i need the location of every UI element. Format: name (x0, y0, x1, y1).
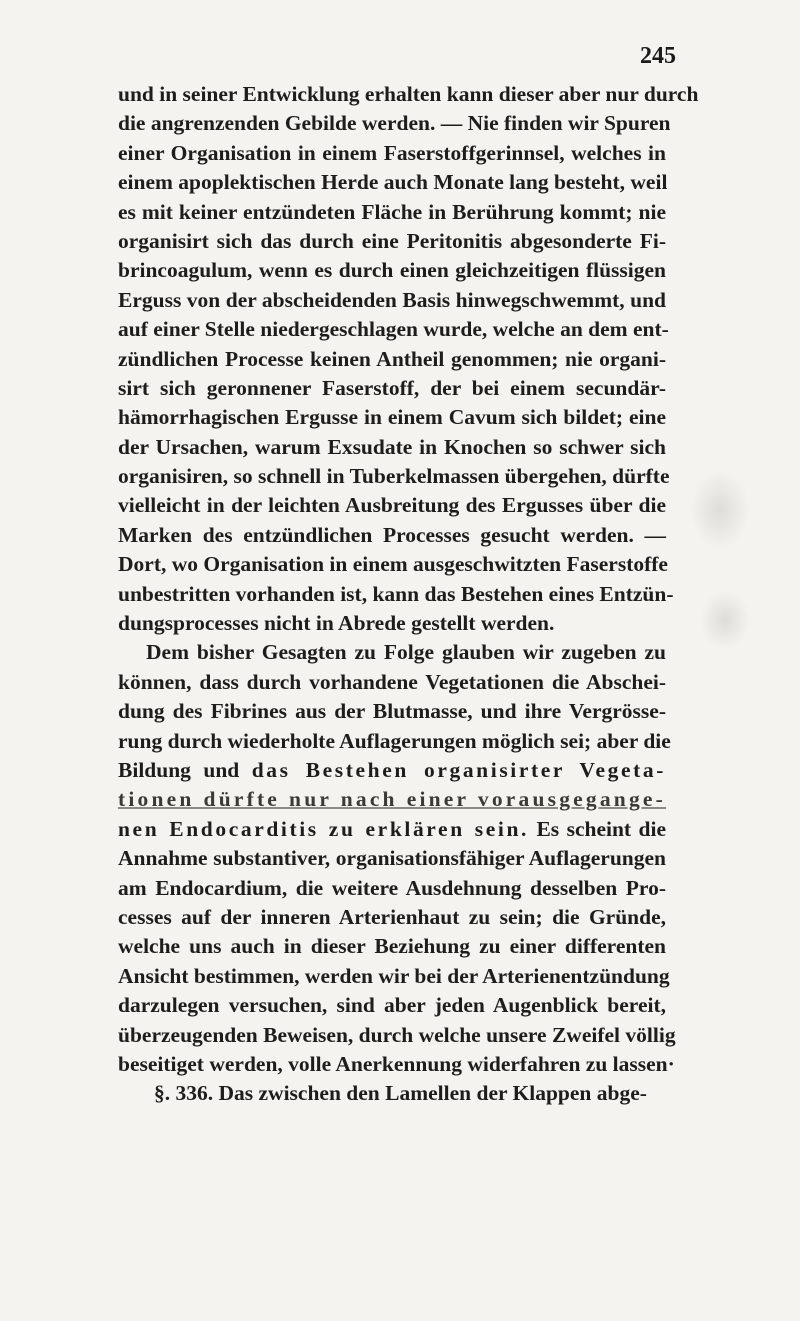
text-line: welche uns auch in dieser Beziehung zu einer differenten (118, 934, 666, 959)
text-line: sirt sich geronnener Faserstoff, der bei einem secundär- (118, 375, 666, 400)
text-line: dung des Fibrines aus der Blutmasse, und ihre Vergrösse- (118, 699, 666, 724)
text-line: organisirt sich das durch eine Peritonitis abgesonderte Fi- (118, 228, 666, 253)
text-line-spaced: tionen dürfte nur nach einer vorausgegange- (118, 787, 666, 812)
page-number: 245 (640, 43, 676, 69)
text-line: der Ursachen, warum Exsudate in Knochen so schwer sich (118, 434, 666, 459)
text-line: Dort, wo Organisation in einem ausgeschwitzten Faserstoffe (118, 552, 668, 577)
text-line: unbestritten vorhanden ist, kann das Bestehen eines Entzün- (118, 581, 674, 606)
text-line-spaced (118, 815, 666, 844)
text-line: rung durch wiederholte Auflagerungen möglich sei; aber die (118, 728, 671, 753)
text-fragment: Es scheint die (529, 816, 667, 841)
text-line: Marken des entzündlichen Processes gesucht werden. — (118, 522, 666, 547)
spaced-emphasis: das Bestehen organisirter Vegeta- (251, 757, 667, 782)
text-line: Ansicht bestimmen, werden wir bei der Arterienentzündung (118, 963, 670, 988)
text-line: Annahme substantiver, organisationsfähiger Auflagerungen (118, 846, 666, 871)
text-line: einem apoplektischen Herde auch Monate lang besteht, weil (118, 170, 668, 195)
text-line: brincoagulum, wenn es durch einen gleichzeitigen flüssigen (118, 258, 666, 283)
text-line: vielleicht in der leichten Ausbreitung des Ergusses über die (118, 493, 666, 518)
text-line: beseitiget werden, volle Anerkennung widerfahren zu lassen· (118, 1051, 675, 1076)
text-line: einer Organisation in einem Faserstoffgerinnsel, welches in (118, 140, 666, 165)
text-line: hämorrhagischen Ergusse in einem Cavum sich bildet; eine (118, 405, 666, 430)
paragraph-3 (118, 1079, 666, 1108)
body-text (118, 80, 699, 1109)
text-line: zündlichen Processe keinen Antheil genommen; nie organi- (118, 346, 666, 371)
paper-stain (700, 590, 750, 650)
section-heading-line: §. 336. Das zwischen den Lamellen der Klappen abge- (154, 1081, 647, 1106)
spaced-emphasis: nen Endocarditis zu erklären sein. (118, 816, 530, 841)
paragraph-2 (118, 638, 676, 1079)
text-line: überzeugenden Beweisen, durch welche unsere Zweifel völlig (118, 1022, 676, 1047)
paragraph-1 (118, 80, 699, 638)
text-line: am Endocardium, die weitere Ausdehnung desselben Pro- (118, 875, 666, 900)
text-fragment: Bildung und (118, 757, 252, 782)
text-line: auf einer Stelle niedergeschlagen wurde, welche an dem ent- (118, 317, 669, 342)
text-line: können, dass durch vorhandene Vegetationen die Abschei- (118, 669, 666, 694)
text-line-spaced (118, 756, 666, 785)
text-line: Dem bisher Gesagten zu Folge glauben wir zugeben zu (146, 640, 666, 665)
text-line: die angrenzenden Gebilde werden. — Nie finden wir Spuren (118, 111, 671, 136)
text-line: dungsprocesses nicht in Abrede gestellt werden. (118, 611, 555, 636)
text-line: darzulegen versuchen, sind aber jeden Augenblick bereit, (118, 993, 666, 1018)
text-line: organisiren, so schnell in Tuberkelmassen übergehen, dürfte (118, 464, 670, 489)
text-line: und in seiner Entwicklung erhalten kann dieser aber nur durch (118, 82, 699, 106)
text-line: Erguss von der abscheidenden Basis hinwegschwemmt, und (118, 287, 666, 312)
text-line: es mit keiner entzündeten Fläche in Berührung kommt; nie (118, 199, 666, 224)
text-line: cesses auf der inneren Arterienhaut zu sein; die Gründe, (118, 904, 666, 929)
paper-stain (690, 470, 750, 550)
